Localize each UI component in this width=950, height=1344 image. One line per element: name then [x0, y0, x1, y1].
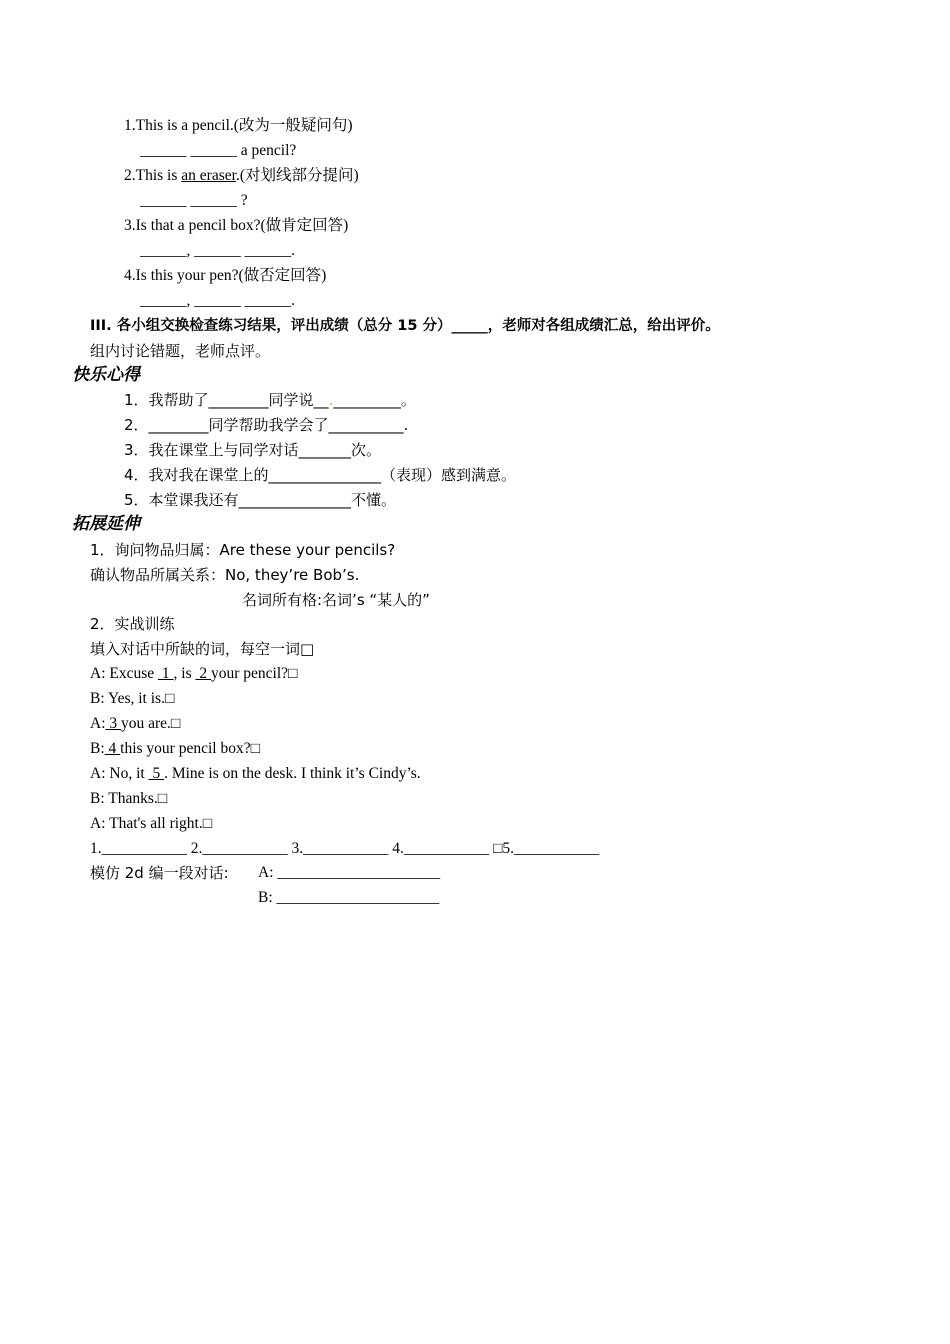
answer-blank-1: ______ ______ a pencil?: [140, 142, 297, 159]
box-icon: □: [157, 790, 168, 807]
extend-line-4: 2．实战训练: [90, 615, 175, 633]
question-3: 3.Is that a pencil box?(做肯定回答): [124, 217, 349, 234]
extend-instructions: 填入对话中所缺的词，每空一词□: [90, 640, 315, 658]
happy-item-1: 1．我帮助了________同学说__._________。: [124, 391, 416, 409]
box-icon: □: [164, 690, 175, 707]
question-2: 2.This is an eraser.(对划线部分提问): [124, 167, 359, 184]
answer-blanks: 1.___________ 2.___________ 3.___________ 4.___________ □5.___________: [90, 840, 600, 857]
underlined-phrase: an eraser: [181, 167, 236, 184]
dialog-line-a4: A: That's all right.□: [90, 815, 213, 832]
happy-item-3: 3．我在课堂上与同学对话_______次。: [124, 441, 382, 459]
answer-blank-4: ______, ______ ______.: [140, 292, 295, 309]
extend-heading: 拓展延伸: [72, 514, 140, 534]
dialog-line-a2: A: 3 you are.□: [90, 715, 181, 732]
question-1: 1.This is a pencil.(改为一般疑问句): [124, 117, 353, 134]
dialog-line-b2: B: 4 this your pencil box?□: [90, 740, 260, 757]
box-icon: □: [300, 640, 315, 658]
extend-line-3: 名词所有格:名词’s “某人的”: [242, 591, 430, 609]
extend-line-1: 1．询问物品归属：Are these your pencils?: [90, 541, 396, 559]
box-icon: □: [493, 840, 503, 857]
box-icon: □: [288, 665, 298, 682]
dialog-line-a1: A: Excuse 1 , is 2 your pencil?□: [90, 665, 298, 682]
box-icon: □: [170, 715, 181, 732]
section-3-note: 组内讨论错题，老师点评。: [90, 342, 271, 360]
section-3-title: III. 各小组交换检查练习结果，评出成绩（总分 15 分）_____，老师对各组成绩汇总，给出评价。: [90, 318, 720, 334]
stray-dot: .: [328, 391, 334, 409]
dialog-line-b3: B: Thanks.□: [90, 790, 168, 807]
extend-line-2: 确认物品所属关系：No, they’re Bob’s.: [90, 566, 360, 584]
happy-item-4: 4．我对我在课堂上的_______________（表现）感到满意。: [124, 466, 517, 484]
happy-item-5: 5．本堂课我还有_______________不懂。: [124, 491, 397, 509]
dialog-line-b1: B: Yes, it is.□: [90, 690, 175, 707]
happy-heading: 快乐心得: [72, 365, 140, 385]
answer-blank-2: ______ ______ ?: [140, 192, 248, 209]
answer-blank-3: ______, ______ ______.: [140, 242, 295, 259]
dialog-line-a3: A: No, it 5 . Mine is on the desk. I think it’s Cindy’s.: [90, 765, 421, 782]
happy-item-2: 2．________同学帮助我学会了__________.: [124, 416, 409, 434]
imitate-line-b: B: _____________________: [258, 889, 440, 906]
question-4: 4.Is this your pen?(做否定回答): [124, 267, 327, 284]
imitate-line-a: A: _____________________: [258, 864, 441, 881]
imitate-label: 模仿 2d 编一段对话:: [90, 864, 229, 882]
box-icon: □: [250, 740, 260, 757]
box-icon: □: [202, 815, 213, 832]
